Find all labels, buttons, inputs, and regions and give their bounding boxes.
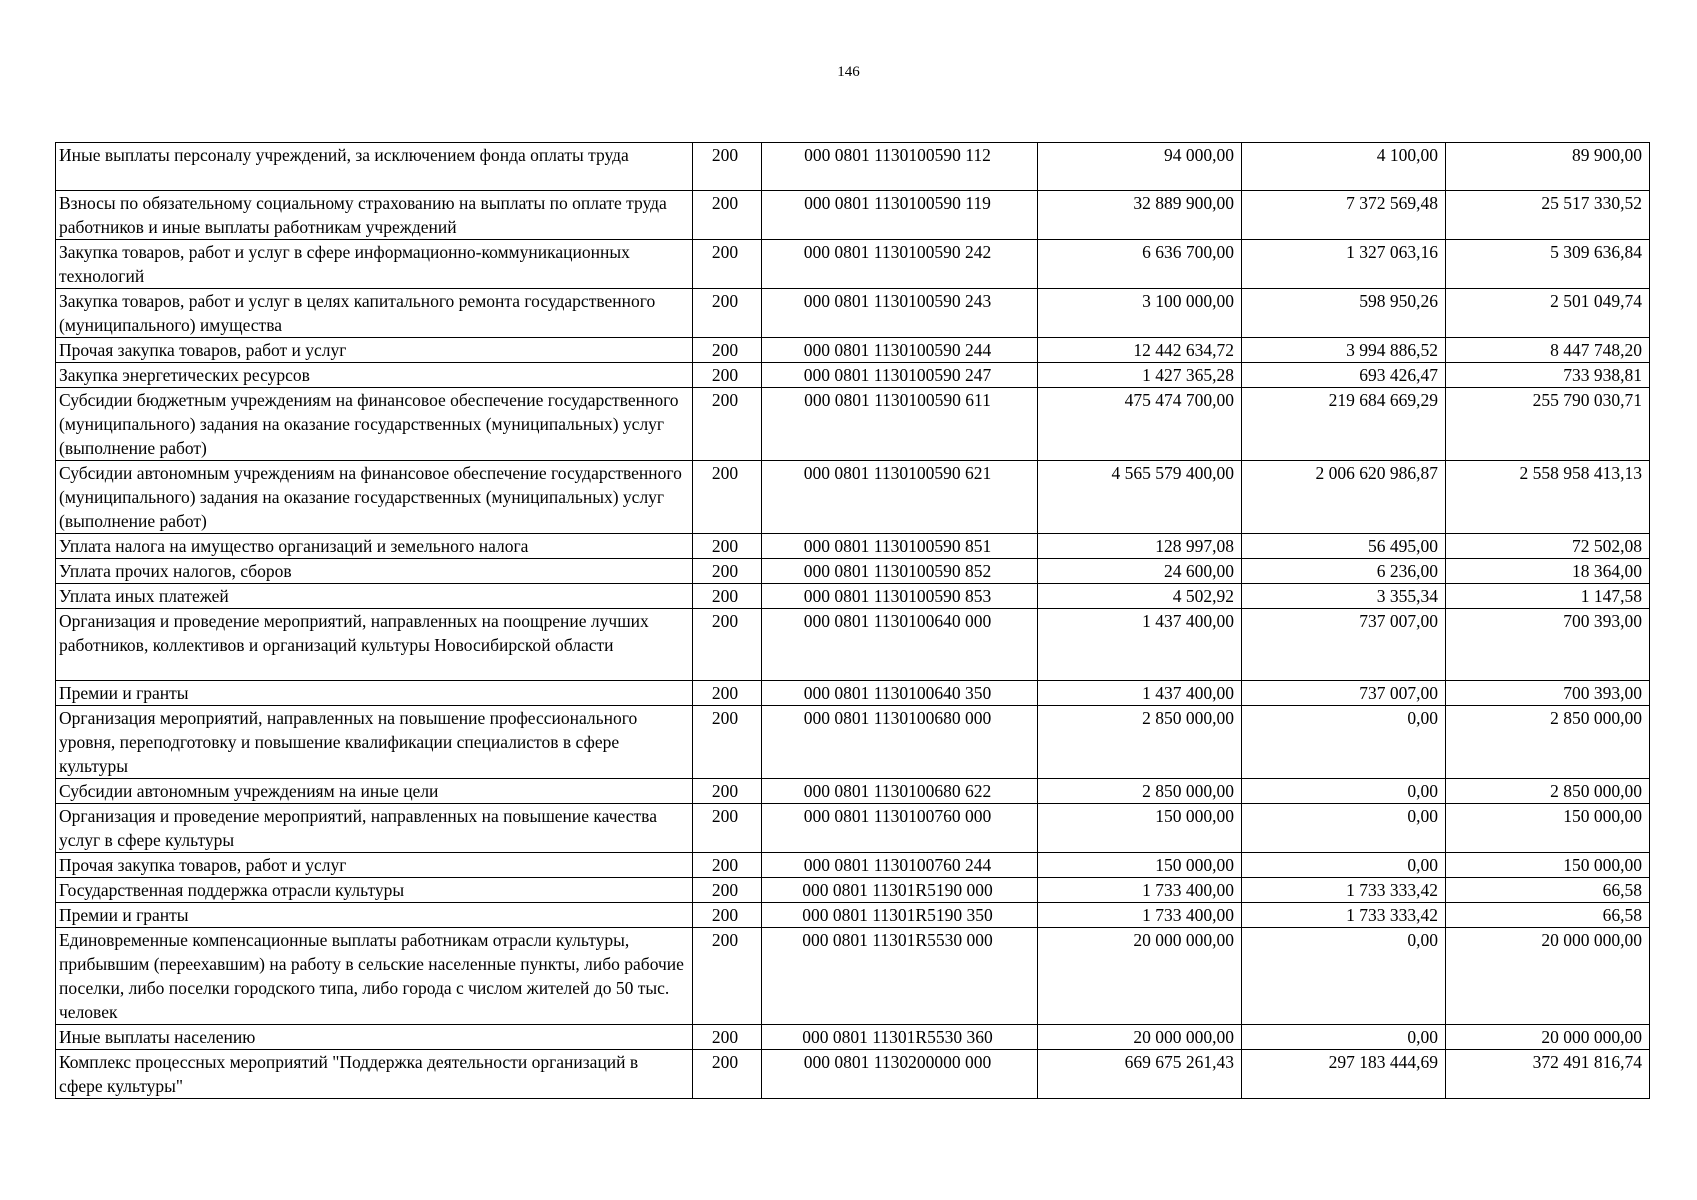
row-name-cell: Иные выплаты населению: [56, 1025, 693, 1050]
budget-execution-table: [55, 142, 1650, 1099]
row-code-cell: 200: [693, 388, 762, 461]
row-executed-cell: 3 355,34: [1242, 584, 1446, 609]
row-kbk-cell: 000 0801 1130100760 000: [762, 804, 1038, 853]
row-executed-cell: 2 006 620 986,87: [1242, 461, 1446, 534]
row-approved-cell: 24 600,00: [1038, 559, 1242, 584]
row-approved-cell: 2 850 000,00: [1038, 779, 1242, 804]
row-executed-cell: 3 994 886,52: [1242, 338, 1446, 363]
row-unexecuted-cell: 1 147,58: [1446, 584, 1650, 609]
row-approved-cell: 4 502,92: [1038, 584, 1242, 609]
table-row: [56, 779, 1650, 804]
row-approved-cell: 1 437 400,00: [1038, 681, 1242, 706]
row-approved-cell: 669 675 261,43: [1038, 1050, 1242, 1099]
row-approved-cell: 128 997,08: [1038, 534, 1242, 559]
row-approved-cell: 2 850 000,00: [1038, 706, 1242, 779]
row-name-cell: Прочая закупка товаров, работ и услуг: [56, 338, 693, 363]
row-kbk-cell: 000 0801 1130100590 611: [762, 388, 1038, 461]
row-code-cell: 200: [693, 609, 762, 681]
row-unexecuted-cell: 18 364,00: [1446, 559, 1650, 584]
row-unexecuted-cell: 25 517 330,52: [1446, 191, 1650, 240]
row-approved-cell: 12 442 634,72: [1038, 338, 1242, 363]
row-unexecuted-cell: 89 900,00: [1446, 143, 1650, 191]
row-name-cell: Премии и гранты: [56, 681, 693, 706]
row-unexecuted-cell: 700 393,00: [1446, 609, 1650, 681]
row-executed-cell: 1 327 063,16: [1242, 240, 1446, 289]
row-executed-cell: 56 495,00: [1242, 534, 1446, 559]
row-kbk-cell: 000 0801 1130200000 000: [762, 1050, 1038, 1099]
row-name-cell: Уплата налога на имущество организаций и земельного налога: [56, 534, 693, 559]
row-unexecuted-cell: 733 938,81: [1446, 363, 1650, 388]
row-code-cell: 200: [693, 804, 762, 853]
row-approved-cell: 6 636 700,00: [1038, 240, 1242, 289]
row-executed-cell: 0,00: [1242, 1025, 1446, 1050]
row-code-cell: 200: [693, 143, 762, 191]
row-code-cell: 200: [693, 461, 762, 534]
row-kbk-cell: 000 0801 1130100590 112: [762, 143, 1038, 191]
row-unexecuted-cell: 2 558 958 413,13: [1446, 461, 1650, 534]
row-approved-cell: 150 000,00: [1038, 853, 1242, 878]
row-approved-cell: 1 437 400,00: [1038, 609, 1242, 681]
table-row: [56, 191, 1650, 240]
row-executed-cell: 1 733 333,42: [1242, 903, 1446, 928]
row-name-cell: Закупка товаров, работ и услуг в сфере информационно-коммуникационных технологий: [56, 240, 693, 289]
row-executed-cell: 219 684 669,29: [1242, 388, 1446, 461]
table-row: [56, 289, 1650, 338]
table-row: [56, 928, 1650, 1025]
row-approved-cell: 150 000,00: [1038, 804, 1242, 853]
table-row: [56, 903, 1650, 928]
row-approved-cell: 3 100 000,00: [1038, 289, 1242, 338]
row-kbk-cell: 000 0801 1130100590 119: [762, 191, 1038, 240]
row-unexecuted-cell: 66,58: [1446, 878, 1650, 903]
row-code-cell: 200: [693, 534, 762, 559]
table-row: [56, 878, 1650, 903]
row-name-cell: Прочая закупка товаров, работ и услуг: [56, 853, 693, 878]
row-kbk-cell: 000 0801 11301R5530 360: [762, 1025, 1038, 1050]
row-executed-cell: 0,00: [1242, 853, 1446, 878]
table-row: [56, 681, 1650, 706]
row-code-cell: 200: [693, 878, 762, 903]
row-approved-cell: 20 000 000,00: [1038, 928, 1242, 1025]
table-row: [56, 559, 1650, 584]
row-approved-cell: 20 000 000,00: [1038, 1025, 1242, 1050]
row-approved-cell: 475 474 700,00: [1038, 388, 1242, 461]
row-kbk-cell: 000 0801 1130100590 621: [762, 461, 1038, 534]
row-unexecuted-cell: 20 000 000,00: [1446, 1025, 1650, 1050]
row-kbk-cell: 000 0801 1130100760 244: [762, 853, 1038, 878]
row-code-cell: 200: [693, 928, 762, 1025]
row-code-cell: 200: [693, 363, 762, 388]
row-name-cell: Закупка энергетических ресурсов: [56, 363, 693, 388]
row-name-cell: Организация мероприятий, направленных на повышение профессионального уровня, переподготовку и повышение квалификации специалистов в сфере культуры: [56, 706, 693, 779]
row-unexecuted-cell: 20 000 000,00: [1446, 928, 1650, 1025]
row-name-cell: Иные выплаты персоналу учреждений, за исключением фонда оплаты труда: [56, 143, 693, 191]
row-unexecuted-cell: 2 850 000,00: [1446, 779, 1650, 804]
row-code-cell: 200: [693, 903, 762, 928]
row-executed-cell: 737 007,00: [1242, 681, 1446, 706]
page-number: 146: [837, 64, 860, 80]
table-row: [56, 461, 1650, 534]
table-row: [56, 338, 1650, 363]
row-code-cell: 200: [693, 1025, 762, 1050]
row-code-cell: 200: [693, 706, 762, 779]
row-unexecuted-cell: 700 393,00: [1446, 681, 1650, 706]
row-name-cell: Единовременные компенсационные выплаты работникам отрасли культуры, прибывшим (переехавшим) на работу в сельские населенные пункты, либо рабочие поселки, либо поселки городского типа, либо города с числом жителей до 50 тыс. человек: [56, 928, 693, 1025]
row-executed-cell: 598 950,26: [1242, 289, 1446, 338]
row-kbk-cell: 000 0801 11301R5190 350: [762, 903, 1038, 928]
row-approved-cell: 1 733 400,00: [1038, 903, 1242, 928]
table-row: [56, 853, 1650, 878]
row-code-cell: 200: [693, 559, 762, 584]
row-kbk-cell: 000 0801 1130100640 350: [762, 681, 1038, 706]
row-kbk-cell: 000 0801 1130100640 000: [762, 609, 1038, 681]
row-executed-cell: 7 372 569,48: [1242, 191, 1446, 240]
row-kbk-cell: 000 0801 1130100590 853: [762, 584, 1038, 609]
row-code-cell: 200: [693, 1050, 762, 1099]
row-code-cell: 200: [693, 853, 762, 878]
row-name-cell: Уплата иных платежей: [56, 584, 693, 609]
row-code-cell: 200: [693, 584, 762, 609]
row-code-cell: 200: [693, 338, 762, 363]
row-unexecuted-cell: 2 501 049,74: [1446, 289, 1650, 338]
row-executed-cell: 693 426,47: [1242, 363, 1446, 388]
table-row: [56, 240, 1650, 289]
row-code-cell: 200: [693, 191, 762, 240]
table-row: [56, 534, 1650, 559]
row-code-cell: 200: [693, 681, 762, 706]
row-name-cell: Государственная поддержка отрасли культуры: [56, 878, 693, 903]
row-executed-cell: 0,00: [1242, 804, 1446, 853]
row-unexecuted-cell: 255 790 030,71: [1446, 388, 1650, 461]
row-name-cell: Уплата прочих налогов, сборов: [56, 559, 693, 584]
row-kbk-cell: 000 0801 1130100680 622: [762, 779, 1038, 804]
row-kbk-cell: 000 0801 1130100590 243: [762, 289, 1038, 338]
row-name-cell: Субсидии бюджетным учреждениям на финансовое обеспечение государственного (муниципального) задания на оказание государственных (муниципальных) услуг (выполнение работ): [56, 388, 693, 461]
row-unexecuted-cell: 72 502,08: [1446, 534, 1650, 559]
row-kbk-cell: 000 0801 1130100590 242: [762, 240, 1038, 289]
row-kbk-cell: 000 0801 1130100590 247: [762, 363, 1038, 388]
row-approved-cell: 1 733 400,00: [1038, 878, 1242, 903]
row-name-cell: Премии и гранты: [56, 903, 693, 928]
row-executed-cell: 0,00: [1242, 779, 1446, 804]
row-unexecuted-cell: 2 850 000,00: [1446, 706, 1650, 779]
row-approved-cell: 32 889 900,00: [1038, 191, 1242, 240]
table-row: [56, 609, 1650, 681]
row-unexecuted-cell: 5 309 636,84: [1446, 240, 1650, 289]
row-name-cell: Организация и проведение мероприятий, направленных на повышение качества услуг в сфере культуры: [56, 804, 693, 853]
row-approved-cell: 94 000,00: [1038, 143, 1242, 191]
row-kbk-cell: 000 0801 1130100590 851: [762, 534, 1038, 559]
table-row: [56, 1050, 1650, 1099]
row-code-cell: 200: [693, 779, 762, 804]
row-code-cell: 200: [693, 240, 762, 289]
row-name-cell: Организация и проведение мероприятий, направленных на поощрение лучших работников, коллективов и организаций культуры Новосибирской области: [56, 609, 693, 681]
table-row: [56, 143, 1650, 191]
row-unexecuted-cell: 150 000,00: [1446, 853, 1650, 878]
row-unexecuted-cell: 150 000,00: [1446, 804, 1650, 853]
row-executed-cell: 737 007,00: [1242, 609, 1446, 681]
row-kbk-cell: 000 0801 1130100590 852: [762, 559, 1038, 584]
row-name-cell: Взносы по обязательному социальному страхованию на выплаты по оплате труда работников и иные выплаты работникам учреждений: [56, 191, 693, 240]
row-kbk-cell: 000 0801 11301R5530 000: [762, 928, 1038, 1025]
row-unexecuted-cell: 8 447 748,20: [1446, 338, 1650, 363]
row-kbk-cell: 000 0801 1130100680 000: [762, 706, 1038, 779]
row-executed-cell: 1 733 333,42: [1242, 878, 1446, 903]
row-name-cell: Субсидии автономным учреждениям на иные цели: [56, 779, 693, 804]
row-executed-cell: 4 100,00: [1242, 143, 1446, 191]
table-row: [56, 584, 1650, 609]
row-executed-cell: 6 236,00: [1242, 559, 1446, 584]
row-executed-cell: 0,00: [1242, 928, 1446, 1025]
row-approved-cell: 1 427 365,28: [1038, 363, 1242, 388]
table-row: [56, 363, 1650, 388]
row-kbk-cell: 000 0801 1130100590 244: [762, 338, 1038, 363]
table-row: [56, 804, 1650, 853]
row-name-cell: Субсидии автономным учреждениям на финансовое обеспечение государственного (муниципального) задания на оказание государственных (муниципальных) услуг (выполнение работ): [56, 461, 693, 534]
table-row: [56, 1025, 1650, 1050]
row-kbk-cell: 000 0801 11301R5190 000: [762, 878, 1038, 903]
table-row: [56, 706, 1650, 779]
row-executed-cell: 297 183 444,69: [1242, 1050, 1446, 1099]
row-name-cell: Комплекс процессных мероприятий "Поддержка деятельности организаций в сфере культуры": [56, 1050, 693, 1099]
row-name-cell: Закупка товаров, работ и услуг в целях капитального ремонта государственного (муниципального) имущества: [56, 289, 693, 338]
row-unexecuted-cell: 372 491 816,74: [1446, 1050, 1650, 1099]
table-row: [56, 388, 1650, 461]
row-executed-cell: 0,00: [1242, 706, 1446, 779]
row-approved-cell: 4 565 579 400,00: [1038, 461, 1242, 534]
row-code-cell: 200: [693, 289, 762, 338]
row-unexecuted-cell: 66,58: [1446, 903, 1650, 928]
